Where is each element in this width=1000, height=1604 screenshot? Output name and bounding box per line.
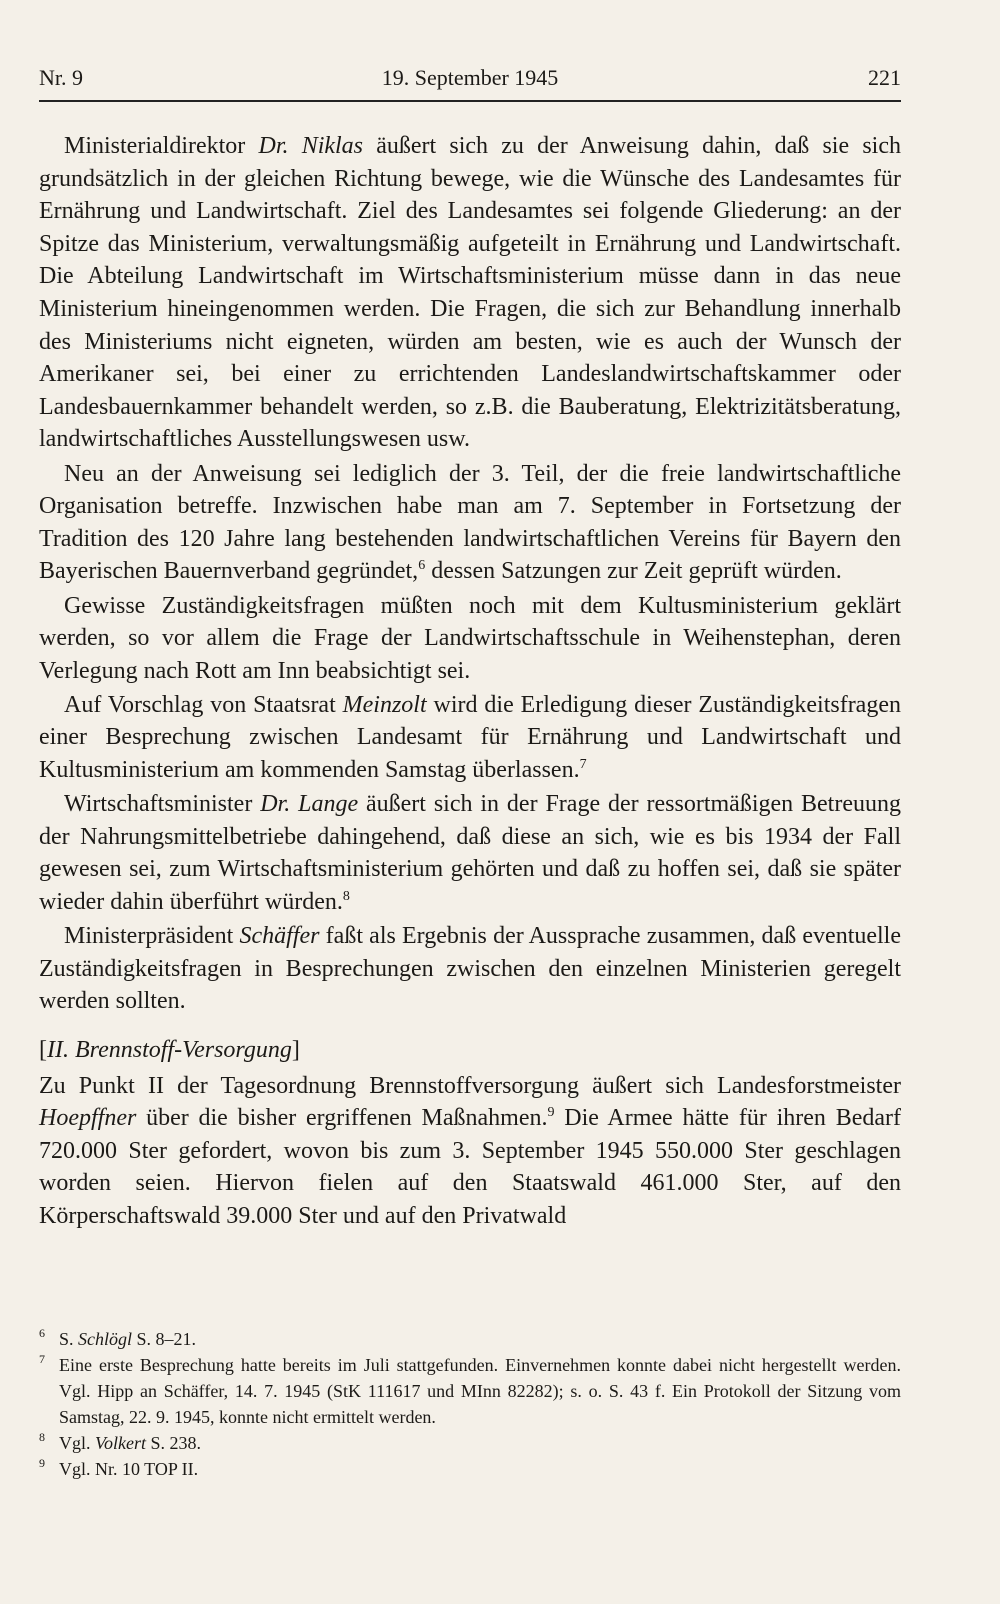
footnotes xyxy=(39,1326,901,1482)
footnote-8: 8 Vgl. Volkert S. 238. xyxy=(39,1430,202,1453)
person-name: Hoepffner xyxy=(39,1105,137,1132)
paragraph: Auf Vorschlag von Staatsrat Meinzolt wird die Erledigung dieser Zuständigkeitsfragen einer Besprechung zwischen Landesamt für Ernährung und Landwirtschaft und Kultusministerium am kommenden Samstag überlassen.$^7$ xyxy=(39,691,901,784)
paragraph: Gewisse Zuständigkeitsfragen müßten noch mit dem Kultusministerium geklärt werden, so vor allem die Frage der Landwirtschaftsschule in Weihenstephan, deren Verlegung nach Rott am Inn beabsichtigt sei. xyxy=(39,592,901,684)
paragraph: Wirtschaftsminister Dr. Lange äußert sich in der Frage der ressortmäßigen Betreuung der Nahrungsmittelbetriebe dahingehend, daß diese an sich, wie es bis 1934 der Fall gewesen sei, zum Wirtschaftsministerium gehörten und daß zu hoffen sei, daß sie später wieder dahin überführt würden.$^8$ xyxy=(39,791,901,916)
footnote-ref: 9 xyxy=(547,1105,555,1121)
person-name: Schäffer xyxy=(239,923,320,950)
page-number: 221 xyxy=(868,65,901,90)
footnote-ref: 6 xyxy=(418,558,426,574)
person-name: Dr. Niklas xyxy=(258,133,364,159)
footnote-6: 6 S. Schlögl S. 8–21. xyxy=(39,1326,197,1349)
running-header xyxy=(39,60,901,102)
footnote-7: 7 Eine erste Besprechung hatte bereits im Juli stattgefunden. Einvernehmen konnte dabei nicht hergestellt werden. Vgl. Hipp an Schäffer, 14. 7. 1945 (StK 111617 und MInn 82282); s. o. S. 43 f. Ein Protokoll der Sitzung vom Samstag, 22. 9. 1945, konnte nicht ermittelt werden. xyxy=(39,1352,901,1427)
person-name: Meinzolt xyxy=(342,691,427,718)
paragraph: Ministerpräsident Schäffer faßt als Ergebnis der Aussprache zusammen, daß eventuelle Zuständigkeitsfragen in Besprechungen zwischen den einzelnen Ministerien geregelt werden sollten. xyxy=(39,923,902,1015)
body-text xyxy=(39,130,901,1234)
footnote-ref: 8 xyxy=(342,889,350,905)
paragraph: Ministerialdirektor Dr. Niklas äußert sich zu der Anweisung dahin, daß sie sich grundsätzlich in der gleichen Richtung bewege, wie die Wünsche des Landesamtes für Ernährung und Landwirtschaft. Ziel des Landesamtes sei folgende Gliederung: an der Spitze das Ministerium, verwaltungsmäßig aufgeteilt in Ernährung und Landwirtschaft. Die Abteilung Landwirtschaft im Wirtschaftsministerium müsse dann in das neue Ministerium hineingenommen werden. Die Fragen, die sich zur Behandlung innerhalb des Ministeriums nicht eigneten, würden am besten, wie es auch der Wunsch der Amerikaner sei, bei einer zu errichtenden Landeslandwirtschaftskammer oder Landesbauernkammer behandelt werden, so z.B. die Bauberatung, Elektrizitätsberatung, landwirtschaftliches Ausstellungswesen usw. xyxy=(39,133,901,453)
section-heading: [II. Brennstoff-Versorgung] xyxy=(39,1037,300,1063)
section-title: II. Brennstoff-Versorgung xyxy=(47,1037,292,1063)
paragraph: Neu an der Anweisung sei lediglich der 3. Teil, der die freie landwirtschaftliche Organisation betreffe. Inzwischen habe man am 7. September in Fortsetzung der Tradition des 120 Jahre lang bestehenden landwirtschaftlichen Vereins für Bayern den Bayerischen Bauernverband gegründet,$^6$ dessen Satzungen zur Zeit geprüft würden. xyxy=(39,460,901,585)
paragraph: Zu Punkt II der Tagesordnung Brennstoffversorgung äußert sich Landesforstmeister Hoepffner über die bisher ergriffenen Maßnahmen.$^9$ Die Armee hätte für ihren Bedarf 720.000 Ster gefordert, wovon bis zum 3. September 1945 550.000 Ster geschlagen worden seien. Hiervon fielen auf den Staatswald 461.000 Ster, auf den Körperschaftswald 39.000 Ster und auf den Privatwald xyxy=(39,1072,902,1229)
document-number: Nr. 9 xyxy=(39,65,83,90)
footnote-9: 9 Vgl. Nr. 10 TOP II. xyxy=(39,1456,199,1479)
footnote-ref: 7 xyxy=(579,757,587,773)
person-name: Dr. Lange xyxy=(260,791,359,818)
header-date: 19. September 1945 xyxy=(381,65,559,90)
